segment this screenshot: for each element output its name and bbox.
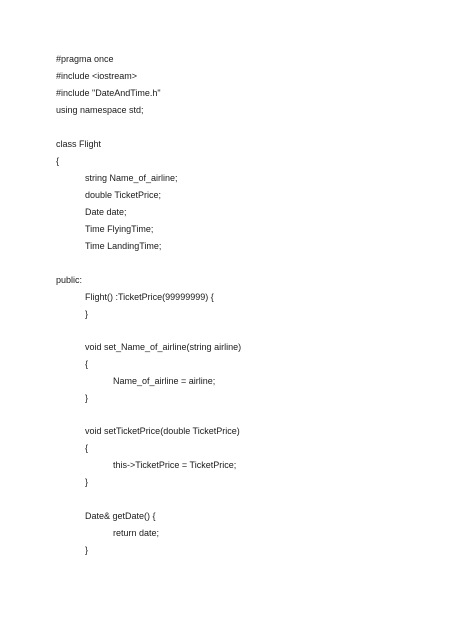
code-line-set-price-open: { [85, 443, 89, 453]
code-line-class-open-brace: { [56, 156, 60, 166]
code-line-pragma: #pragma once [56, 54, 114, 64]
code-line-member-date: Date date; [85, 207, 127, 217]
code-line-member-flying: Time FlyingTime; [85, 224, 154, 234]
code-line-constructor: Flight() :TicketPrice(99999999) { [85, 292, 214, 302]
code-line-include-dateandtime: #include "DateAndTime.h" [56, 88, 161, 98]
code-line-include-iostream: #include <iostream> [56, 71, 138, 81]
code-line-get-date-body: return date; [113, 528, 160, 538]
code-line-using-namespace: using namespace std; [56, 105, 144, 115]
code-line-member-price: double TicketPrice; [85, 190, 162, 200]
code-line-public: public: [56, 275, 83, 285]
code-line-set-airline-close: } [85, 393, 89, 403]
code-line-set-airline-open: { [85, 359, 89, 369]
code-line-member-airline: string Name_of_airline; [85, 173, 178, 183]
code-line-member-landing: Time LandingTime; [85, 241, 162, 251]
code-line-set-price-body: this->TicketPrice = TicketPrice; [113, 460, 237, 470]
code-line-set-price-sig: void setTicketPrice(double TicketPrice) [85, 426, 240, 436]
code-line-get-date-close: } [85, 545, 89, 555]
code-line-set-airline-body: Name_of_airline = airline; [113, 376, 216, 386]
code-line-set-airline-sig: void set_Name_of_airline(string airline) [85, 342, 242, 352]
code-line-constructor-close: } [85, 309, 89, 319]
code-line-get-date-sig: Date& getDate() { [85, 511, 156, 521]
code-line-set-price-close: } [85, 477, 89, 487]
code-line-class-flight: class Flight [56, 139, 102, 149]
